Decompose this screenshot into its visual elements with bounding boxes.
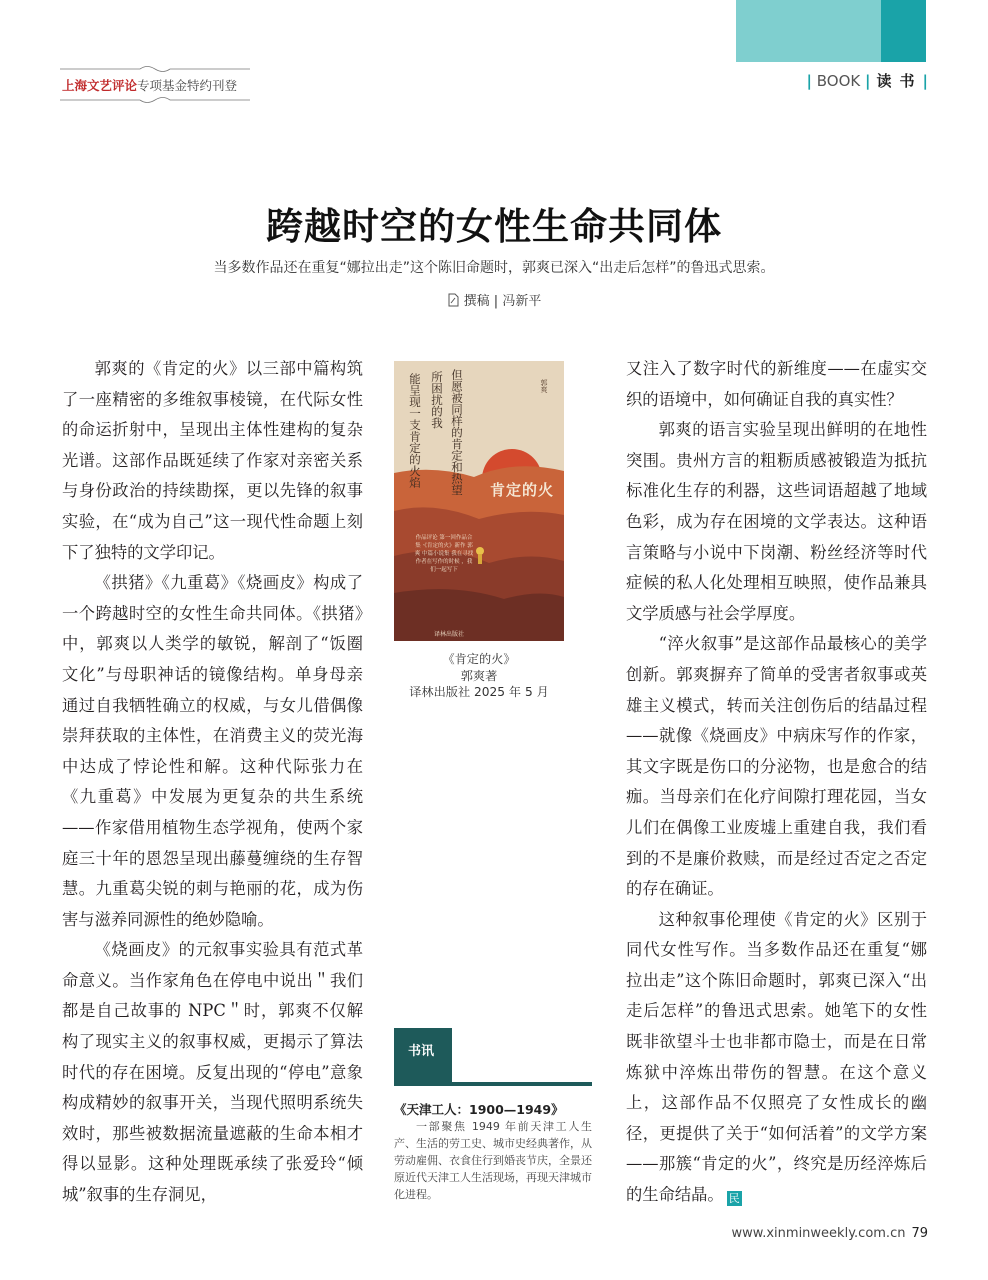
page-footer [732,1226,928,1241]
sponsor-brand: 上海文艺评论 [62,78,138,93]
article-title: 跨越时空的女性生命共同体 [266,204,722,248]
caption-book: 《肯定的火》 [442,652,516,666]
article-column-left [62,354,363,1211]
header-tab-dark [881,0,926,62]
article-column-right [626,354,927,1211]
news-label: 书讯 [408,1044,435,1059]
ornament-bottom-icon [60,96,250,104]
paragraph: 《拱猪》《九重葛》《烧画皮》构成了一个跨越时空的女性生命共同体。《拱猪》中，郭爽以人类学的敏锐，解剖了“饭圈文化”与母职神话的镜像结构。单身母亲通过自我牺牲确立的权威，与女儿借偶像崇拜获取的主体性，在消费主义的荧光海中达成了悖论性和解。这种代际张力在《九重葛》中发展为更复杂的共生系统——作家借用植物生态学视角，使两个家庭三十年的恩怨呈现出藤蔓缠绕的生存智慧。九重葛尖锐的刺与艳丽的花，成为伤害与滋养同源性的绝妙隐喻。 [62,573,363,929]
article-subtitle: 当多数作品还在重复“娜拉出走”这个陈旧命题时，郭爽已深入“出走后怎样”的鲁迅式思索。 [213,260,775,276]
byline [0,290,988,309]
sponsor-banner [60,65,250,105]
section-label: | BOOK | 读书| [806,72,928,90]
news-description: 一部聚焦 1949 年前天津工人生产、生活的劳工史、城市史经典著作，从劳动雇佣、衣食住行到婚丧节庆，全景还原近代天津工人生活现场，再现天津城市化进程。 [394,1120,592,1201]
cover-caption [394,651,564,701]
book-news-box [394,1028,592,1218]
byline-text: 撰稿 | 冯新平 [463,294,542,309]
sponsor-note: 专项基金特约刊登 [137,78,238,93]
cover-publisher: 译林出版社 [434,631,465,638]
cover-blurb: 作品评论 第一回作品合集 ·《肯定的火》新作 郭爽 中篇小说集 我在寻找作者在写作的时候 ，我们一起写下 [414,535,474,573]
cover-author: 郭爽 [540,379,548,393]
footer-url[interactable]: www.xinminweekly.com.cn [731,1226,906,1241]
section-cn: 读书 [876,72,923,90]
page-number: 79 [911,1226,928,1241]
cover-line-1: 但愿被同样的肯定和热望 [450,369,464,496]
book-cover [394,361,564,641]
news-label-badge [394,1028,452,1086]
paragraph: 郭爽的语言实验呈现出鲜明的在地性突围。贵州方言的粗粝质感被锻造为抵抗标准化生存的利器，这些词语超越了地域色彩，成为存在困境的文学表达。这种语言策略与小说中下岗潮、粉丝经济等时代症候的私人化处理相互映照，使作品兼具文学质感与社会学厚度。 [626,420,927,623]
pen-icon [447,293,459,307]
paragraph: 郭爽的《肯定的火》以三部中篇构筑了一座精密的多维叙事棱镜，在代际女性的命运折射中，呈现出主体性建构的复杂光谱。这部作品既延续了作家对亲密关系与身份政治的持续勘探，更以先锋的叙事实验，在“成为自己”这一现代性命题上刻下了独特的文学印记。 [62,359,363,562]
news-book-title: 《天津工人：1900—1949》 [394,1102,564,1117]
paragraph-text: 这种叙事伦理使《肯定的火》区别于同代女性写作。当多数作品还在重复“娜拉出走”这个陈旧命题时，郭爽已深入“出走后怎样”的鲁迅式思索。她笔下的女性既非欲望斗士也非都市隐士，而是在日常炼狱中淬炼出带伤的智慧。在这个意义上，这部作品不仅照亮了女性成长的幽径，更提供了关于“如何活着”的文学方案——那簇“肯定的火”，终究是历经淬炼后的生命结晶。 [626,909,927,1205]
paragraph-last [626,905,927,1211]
sponsor-text [62,76,237,94]
end-mark-icon: 民 [728,1192,740,1206]
section-en: BOOK [816,72,861,90]
caption-author: 郭爽著 [460,668,498,683]
paragraph: 《烧画皮》的元叙事实验具有范式革命意义。当作家角色在停电中说出＂我们都是自己故事的 NPC＂时，郭爽不仅解构了现实主义的叙事权威，更揭示了算法时代的存在困境。反复出现的“停电”意象构成精妙的叙事开关，当现代照明系统失效时，那些被数据流量遮蔽的生命本相才得以显影。这种处理既承续了张爱玲“倾城”叙事的生存洞见， [62,940,363,1205]
caption-publisher: 译林出版社 2025 年 5 月 [409,685,549,699]
cover-line-3: 能呈现一支肯定的火焰 [408,373,422,488]
ornament-top-icon [60,65,250,73]
paragraph: 又注入了数字时代的新维度——在虚实交织的语境中，如何确证自我的真实性？ [626,359,927,409]
cover-line-2: 所困扰的我 [430,371,444,429]
news-divider [394,1082,592,1086]
header-tab-light [736,0,881,62]
paragraph: “淬火叙事”是这部作品最核心的美学创新。郭爽摒弃了简单的受害者叙事或英雄主义模式，转而关注创伤后的结晶过程——就像《烧画皮》中病床写作的作家，其文字既是伤口的分泌物，也是愈合的结痂。当母亲们在化疗间隙打理花园，当女儿们在偶像工业废墟上重建自我，我们看到的不是廉价救赎，而是经过否定之否定的存在确证。 [626,634,927,899]
cover-title: 肯定的火 [490,481,555,499]
